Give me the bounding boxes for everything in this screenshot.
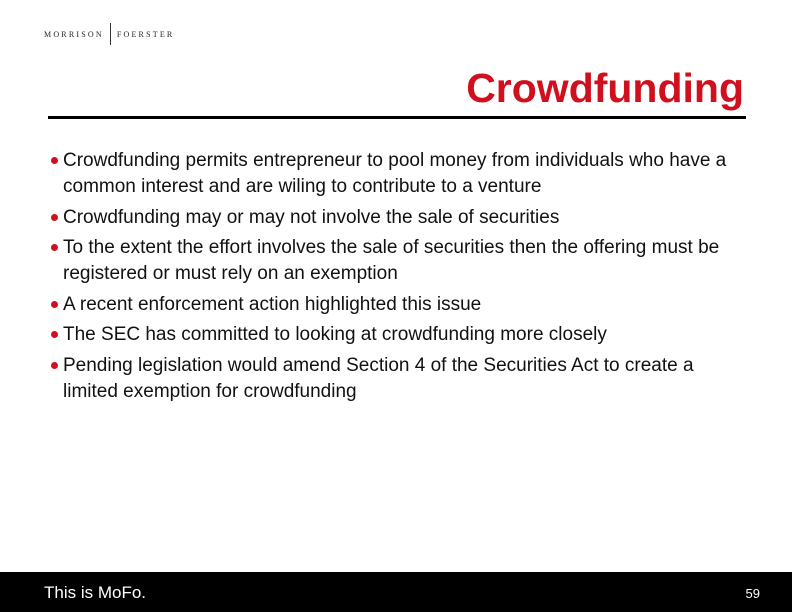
bullet-dot-icon [51,214,58,221]
bullet-text: To the extent the effort involves the sale of securities then the offering must be registered or must rely on an exemption [63,237,720,284]
footer-bar [0,572,792,612]
bullet-dot-icon [51,331,58,338]
slide-title: Crowdfunding [466,65,744,111]
bullet-list [48,148,748,409]
bullet-text: The SEC has committed to looking at crowdfunding more closely [63,324,607,345]
bullet-dot-icon [51,157,58,164]
bullet-dot-icon [51,301,58,308]
brand-divider [110,23,111,45]
bullet-item [48,322,748,348]
bullet-dot-icon [51,244,58,251]
bullet-text: Crowdfunding permits entrepreneur to pool money from individuals who have a common interest and are wiling to contribute to a venture [63,150,727,197]
page-number: 59 [745,586,760,601]
bullet-item [48,205,748,231]
bullet-text: Crowdfunding may or may not involve the sale of securities [63,206,560,228]
bullet-item [48,148,748,200]
brand-left-word: MORRISON [44,29,104,39]
brand-logo [44,22,174,46]
bullet-text: A recent enforcement action highlighted this issue [63,293,482,315]
bullet-text: Pending legislation would amend Section 4 of the Securities Act to create a limited exemption for crowdfunding [63,354,694,402]
bullet-item [48,292,748,318]
bullet-item [48,353,748,405]
footer-tagline: This is MoFo. [44,583,147,602]
brand-right-word: FOERSTER [116,29,175,39]
bullet-dot-icon [51,362,58,369]
bullet-item [48,235,748,287]
title-rule [48,116,746,119]
